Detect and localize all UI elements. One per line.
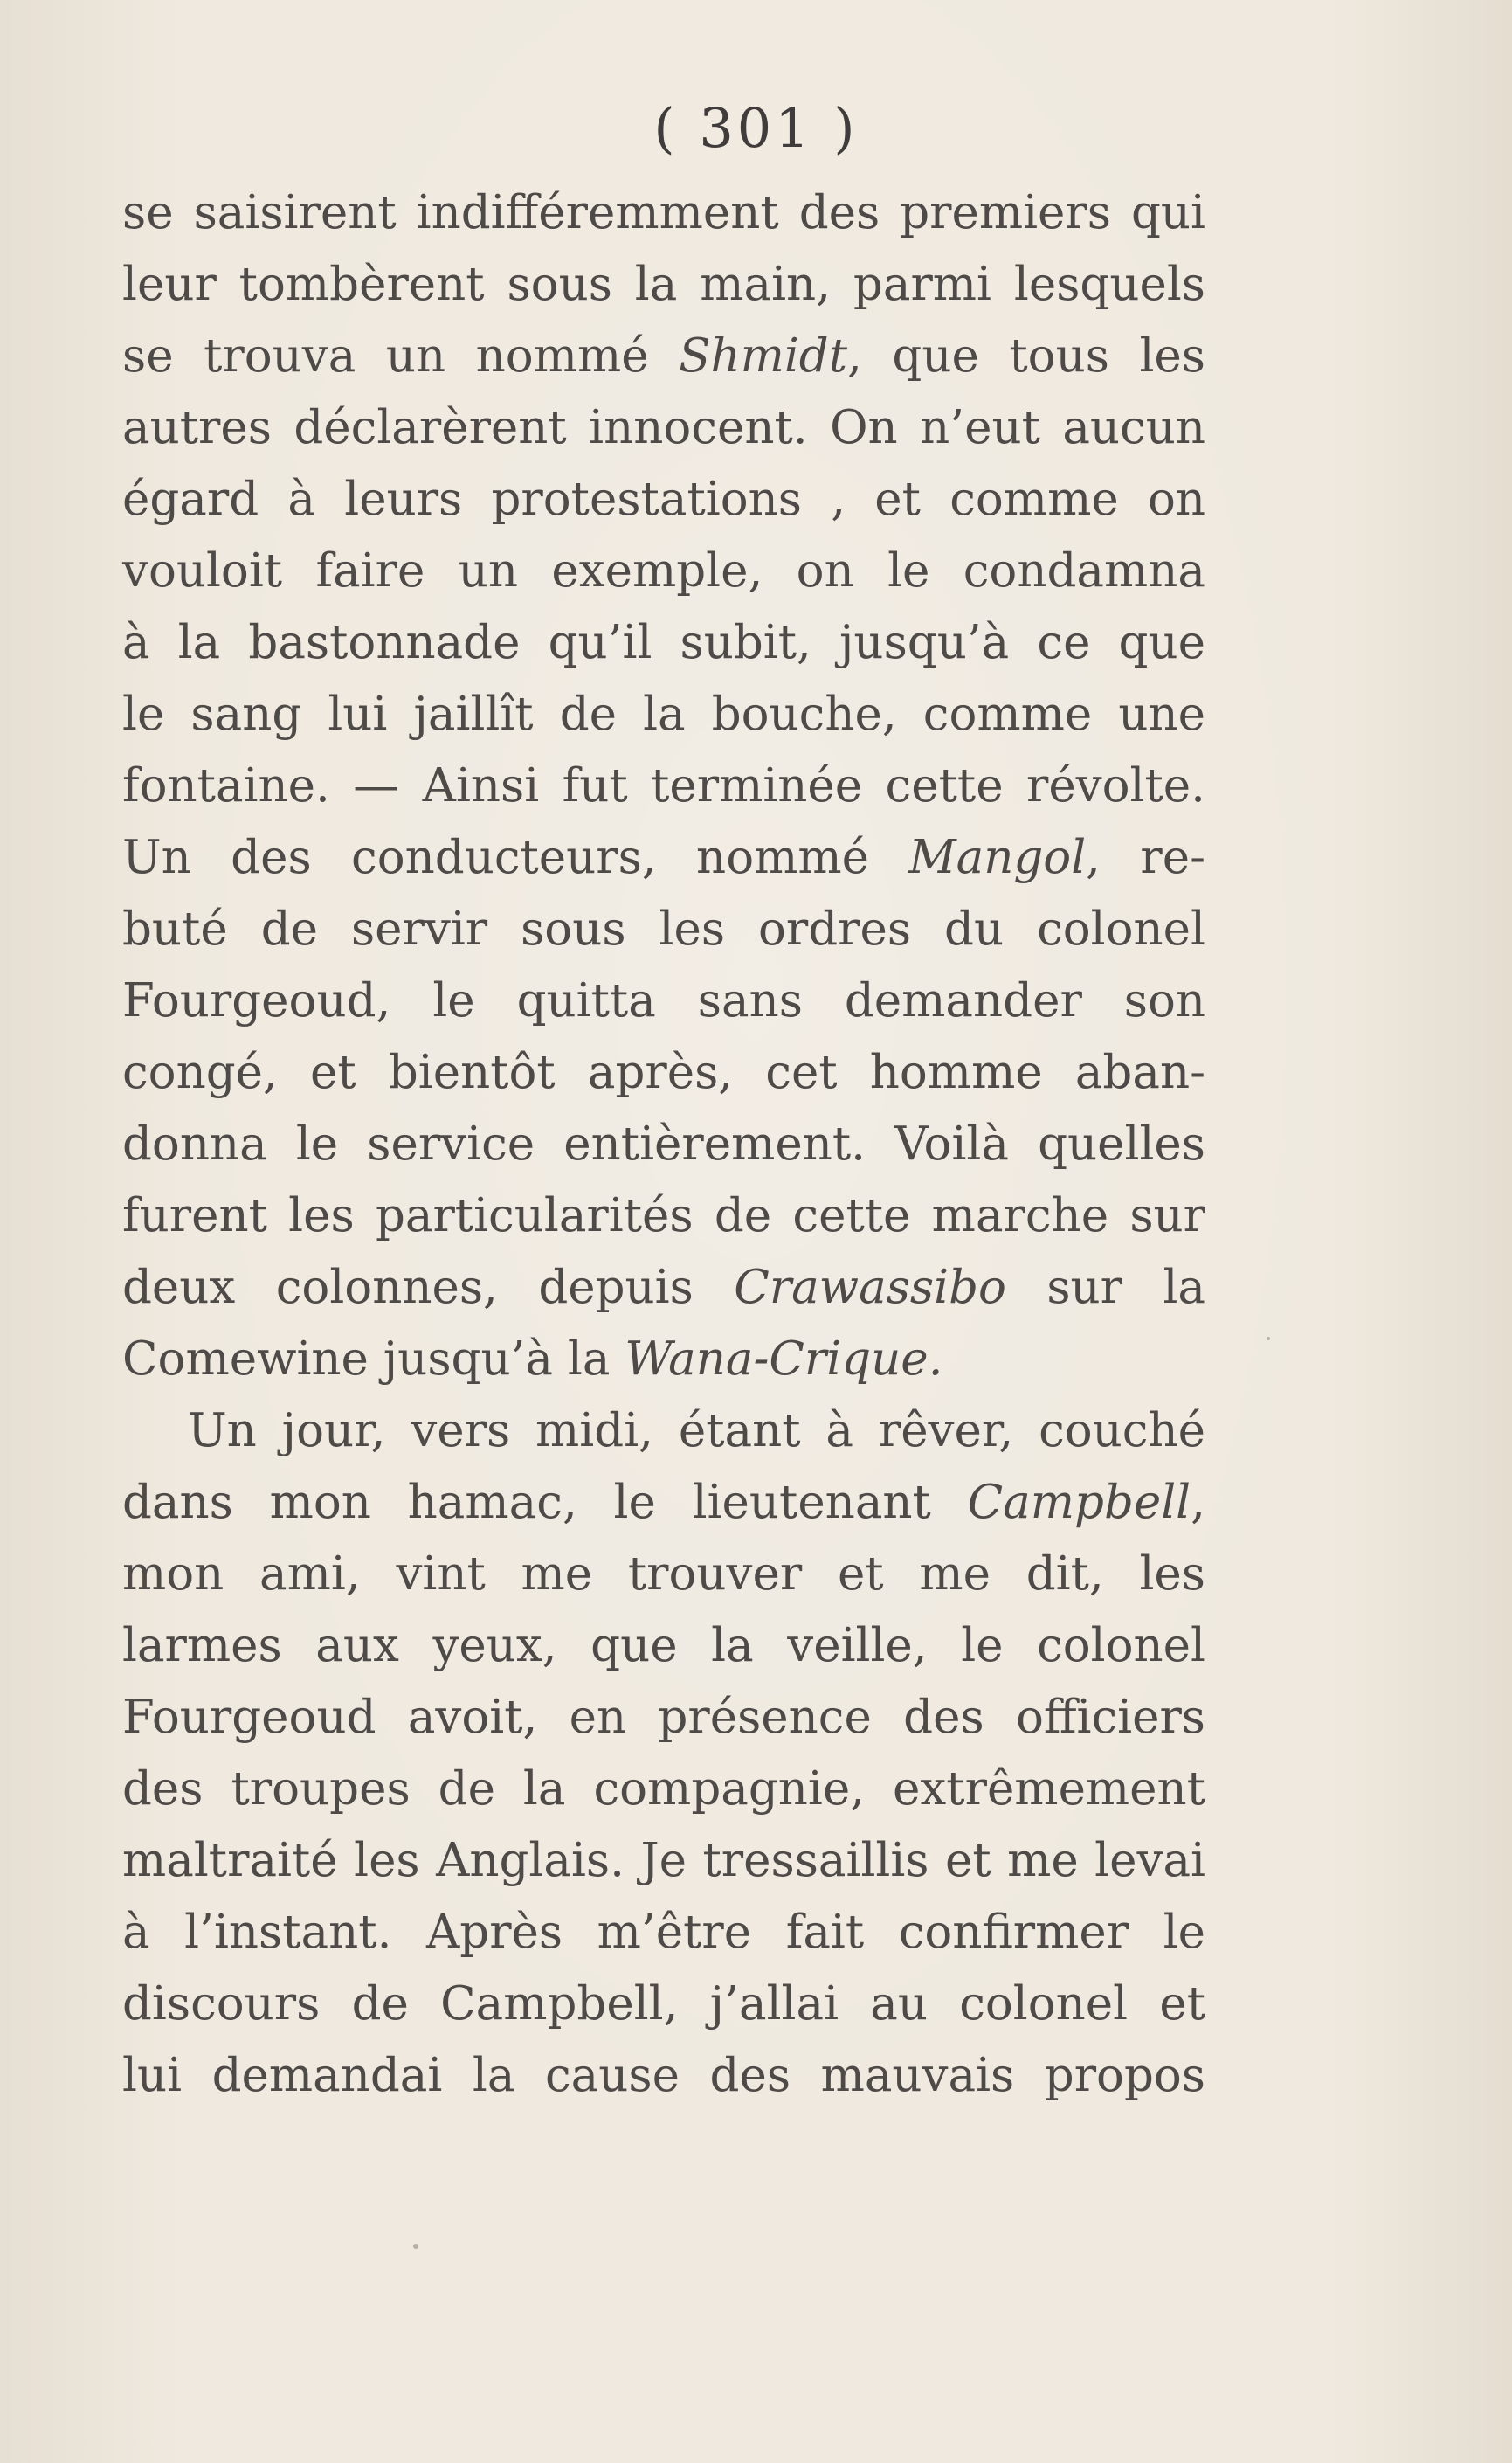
text-run: maltraité les Anglais. Je tressaillis et me levai: [122, 1834, 1205, 1887]
text-run: fontaine. — Ainsi fut terminée cette révolte.: [122, 759, 1205, 813]
text-run: lui demandai la cause des mauvais propos: [122, 2049, 1205, 2102]
text-run: se trouva un nommé: [122, 329, 680, 383]
text-line: [122, 1037, 1205, 1109]
italic-text: Mangol: [908, 831, 1087, 884]
text-run: mon ami, vint me trouver et me dit, les: [122, 1547, 1205, 1601]
text-run: le sang lui jaillît de la bouche, comme une: [122, 688, 1205, 741]
text-line: [122, 1754, 1205, 1825]
text-line: [122, 2040, 1205, 2112]
text-run: leur tombèrent sous la main, parmi lesquels: [122, 258, 1205, 311]
paper-speck: [413, 2244, 418, 2249]
text-run: dans mon hamac, le lieutenant: [122, 1476, 968, 1529]
text-line: [122, 1324, 1205, 1395]
text-line: [122, 965, 1205, 1037]
text-line: [122, 894, 1205, 965]
text-line: [122, 1539, 1205, 1610]
text-run: ,: [1191, 1476, 1205, 1529]
text-run: congé, et bientôt après, cet homme aban-: [122, 1046, 1205, 1099]
italic-text: Campbell: [967, 1476, 1191, 1529]
text-run: Un des conducteurs, nommé: [122, 831, 909, 884]
body-text: [122, 177, 1205, 2112]
italic-text: Wana-Crique.: [625, 1332, 943, 1386]
text-run: se saisirent indifféremment des premiers qui: [122, 186, 1205, 239]
text-run: sur la: [1005, 1261, 1205, 1314]
text-line: [122, 177, 1205, 249]
text-line: [122, 1395, 1205, 1467]
text-run: des troupes de la compagnie, extrêmement: [122, 1762, 1205, 1816]
paper-speck: [1267, 1337, 1270, 1340]
page-number: ( 301 ): [653, 96, 859, 160]
text-run: , que tous les: [847, 329, 1205, 383]
text-line: [122, 392, 1205, 464]
text-line: [122, 751, 1205, 822]
text-line: [122, 1610, 1205, 1682]
text-run: à l’instant. Après m’être fait confirmer le: [122, 1906, 1205, 1959]
text-line: [122, 536, 1205, 607]
text-line: [122, 1825, 1205, 1897]
text-run: Fourgeoud avoit, en présence des officiers: [122, 1691, 1205, 1744]
text-line: [122, 1252, 1205, 1324]
text-line: [122, 464, 1205, 536]
text-line: [122, 1180, 1205, 1252]
text-run: égard à leurs protestations , et comme on: [122, 473, 1205, 526]
text-line: [122, 822, 1205, 894]
text-run: Comewine jusqu’à la: [122, 1332, 625, 1386]
italic-text: Crawassibo: [734, 1261, 1006, 1314]
text-run: furent les particularités de cette marche sur: [122, 1189, 1205, 1242]
text-run: , re-: [1086, 831, 1205, 884]
text-line: [122, 1467, 1205, 1539]
text-run: donna le service entièrement. Voilà quelles: [122, 1117, 1205, 1171]
text-run: vouloit faire un exemple, on le condamna: [122, 544, 1205, 598]
italic-text: Shmidt: [679, 329, 848, 383]
text-run: deux colonnes, depuis: [122, 1261, 735, 1314]
text-run: autres déclarèrent innocent. On n’eut aucun: [122, 401, 1205, 454]
text-run: à la bastonnade qu’il subit, jusqu’à ce que: [122, 616, 1205, 669]
text-line: [122, 607, 1205, 679]
text-line: [122, 1897, 1205, 1968]
text-run: Fourgeoud, le quitta sans demander son: [122, 974, 1205, 1027]
text-line: [122, 249, 1205, 321]
text-run: discours de Campbell, j’allai au colonel et: [122, 1977, 1205, 2031]
text-line: [122, 1682, 1205, 1754]
text-run: buté de servir sous les ordres du colonel: [122, 903, 1205, 956]
text-line: [122, 321, 1205, 392]
text-line: [122, 1109, 1205, 1180]
text-run: Un jour, vers midi, étant à rêver, couché: [188, 1404, 1205, 1457]
text-line: [122, 679, 1205, 751]
text-run: larmes aux yeux, que la veille, le colonel: [122, 1619, 1205, 1672]
text-line: [122, 1968, 1205, 2040]
